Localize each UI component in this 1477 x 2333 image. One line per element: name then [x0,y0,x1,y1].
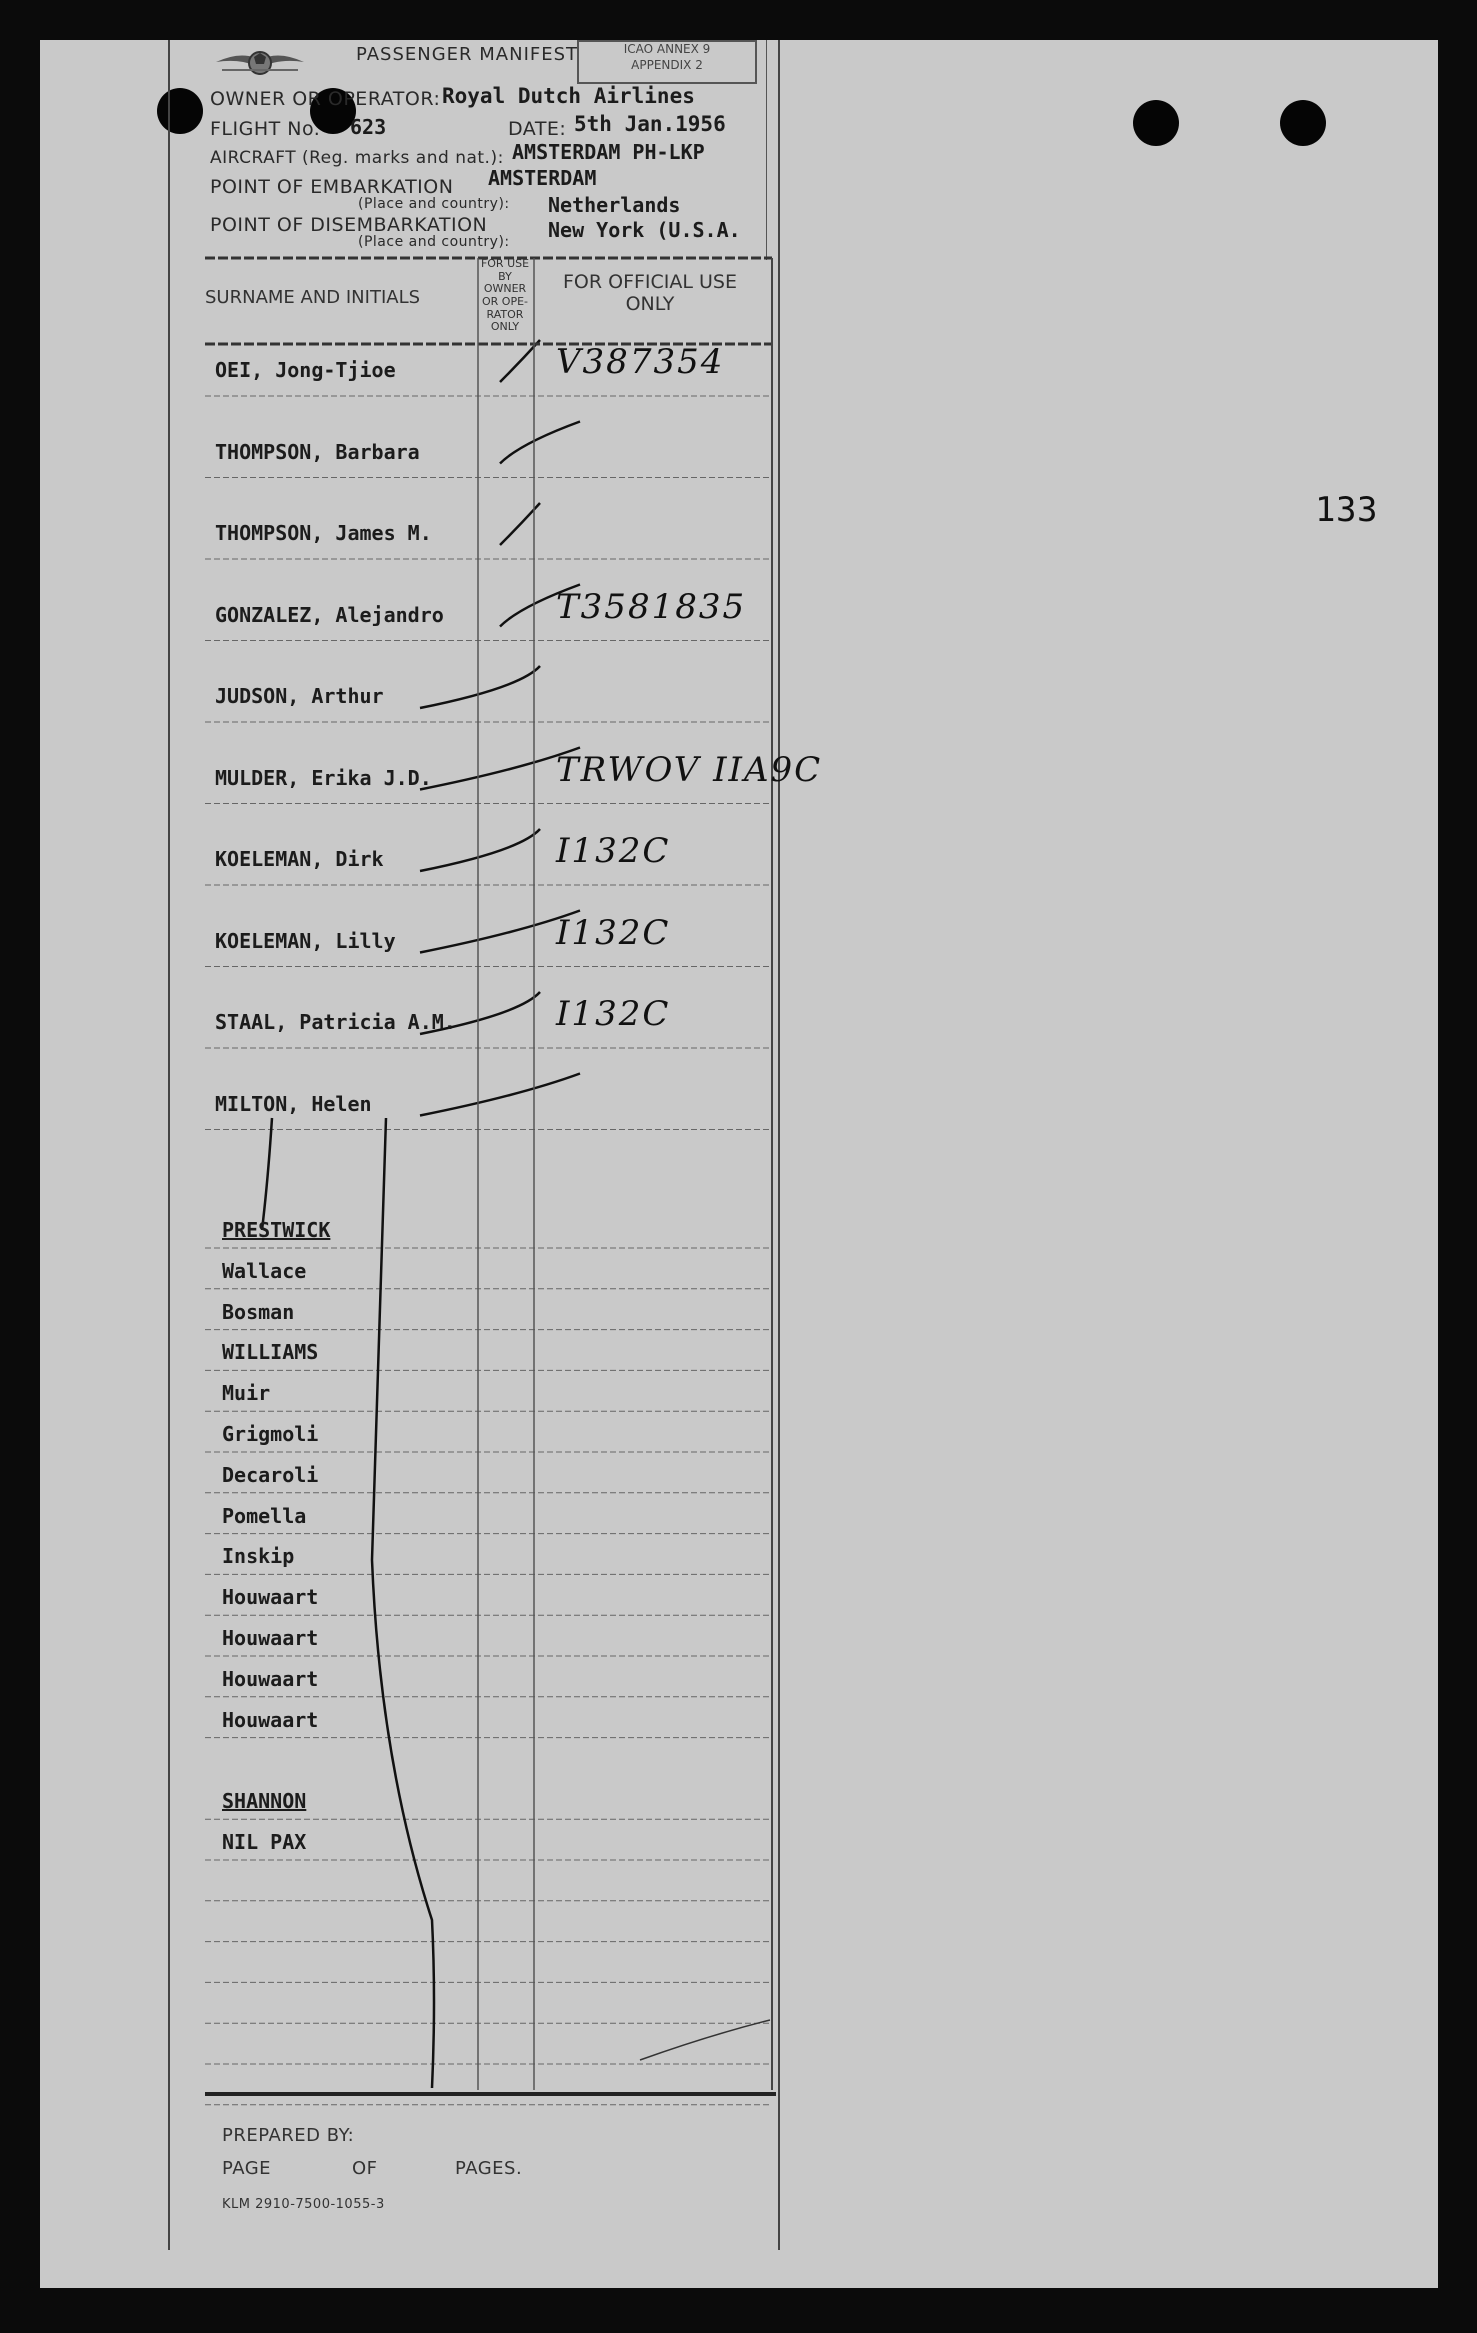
official-use-entry: T3581835 [556,586,747,627]
crew-name: NIL PAX [222,1830,307,1854]
crew-name: Muir [222,1381,271,1406]
embarkation-country: Netherlands [548,193,681,217]
crew-name: Wallace [222,1258,307,1283]
crew-name: Houwaart [222,1585,319,1610]
official-use-column-header: FOR OFFICIAL USE ONLY [562,271,737,315]
passenger-name: KOELEMAN, Dirk [215,847,384,871]
of-label: OF [352,2158,378,2179]
crew-name: Houwaart [222,1666,319,1691]
owner-use-column-header: FOR USE BY OWNER OR OPE- RATOR ONLY [480,257,530,334]
embarkation-label: POINT OF EMBARKATION [210,176,454,198]
prepared-by-label: PREPARED BY: [222,2125,355,2146]
crew-name: Houwaart [222,1626,319,1650]
handwritten-bracket [262,1118,272,1230]
page-number: 133 [1315,490,1378,530]
official-use-entry: I132C [556,994,671,1034]
passenger-name: MILTON, Helen [215,1091,372,1116]
owner-label: OWNER OR OPERATOR: [210,88,441,110]
passenger-name: KOELEMAN, Lilly [215,928,396,953]
handwritten-tick [420,829,540,871]
crew-group-heading: SHANNON [222,1789,307,1814]
annex-label: ICAO ANNEX 9 [623,42,711,56]
crew-name: Grigmoli [222,1422,319,1446]
official-use-entry: I132C [556,912,671,953]
surname-column-header: SURNAME AND INITIALS [205,287,421,308]
official-use-entry: V387354 [556,342,725,382]
flight-label: FLIGHT No. [210,118,321,140]
passenger-name: THOMPSON, Barbara [215,439,420,464]
page-label: PAGE [222,2158,272,2179]
embarkation-value: AMSTERDAM [488,166,597,190]
passenger-name: GONZALEZ, Alejandro [215,602,444,627]
owner-value: Royal Dutch Airlines [442,84,695,108]
disembarkation-value: New York (U.S.A. [548,218,741,242]
crew-name: Pomella [222,1503,307,1528]
crew-name: Bosman [222,1299,295,1324]
crew-name: Houwaart [222,1707,319,1732]
passenger-name: THOMPSON, James M. [215,521,432,545]
handwritten-tick [500,422,580,464]
form-title: PASSENGER MANIFEST [356,44,579,65]
appendix-label: APPENDIX 2 [631,57,703,72]
crew-group-heading: PRESTWICK [222,1218,331,1242]
crew-name: Inskip [222,1544,295,1569]
aircraft-value: AMSTERDAM PH-LKP [512,140,705,164]
official-use-entry: TRWOV IIA9C [556,749,823,790]
handwritten-tick [420,1074,580,1116]
form-code: KLM 2910-7500-1055-3 [222,2197,385,2212]
handwritten-bracket [372,1118,434,2088]
disembarkation-label: POINT OF DISEMBARKATION [210,214,488,236]
pages-label: PAGES. [455,2158,523,2179]
passenger-name: MULDER, Erika J.D. [215,765,432,790]
passenger-name: STAAL, Patricia A.M. [215,1010,456,1034]
date-value: 5th Jan.1956 [574,112,726,136]
stray-mark [640,2020,770,2060]
embarkation-sublabel: (Place and country): [358,196,510,212]
crew-name: Decaroli [222,1462,319,1487]
date-label: DATE: [508,118,567,140]
disembarkation-sublabel: (Place and country): [358,234,510,250]
crew-name: WILLIAMS [222,1340,319,1365]
passenger-name: JUDSON, Arthur [215,684,384,708]
official-use-entry: I132C [556,831,671,871]
handwritten-tick [420,666,540,708]
passenger-name: OEI, Jong-Tjioe [215,358,396,382]
flight-value: 623 [350,115,387,139]
aircraft-label: AIRCRAFT (Reg. marks and nat.): [210,148,504,168]
